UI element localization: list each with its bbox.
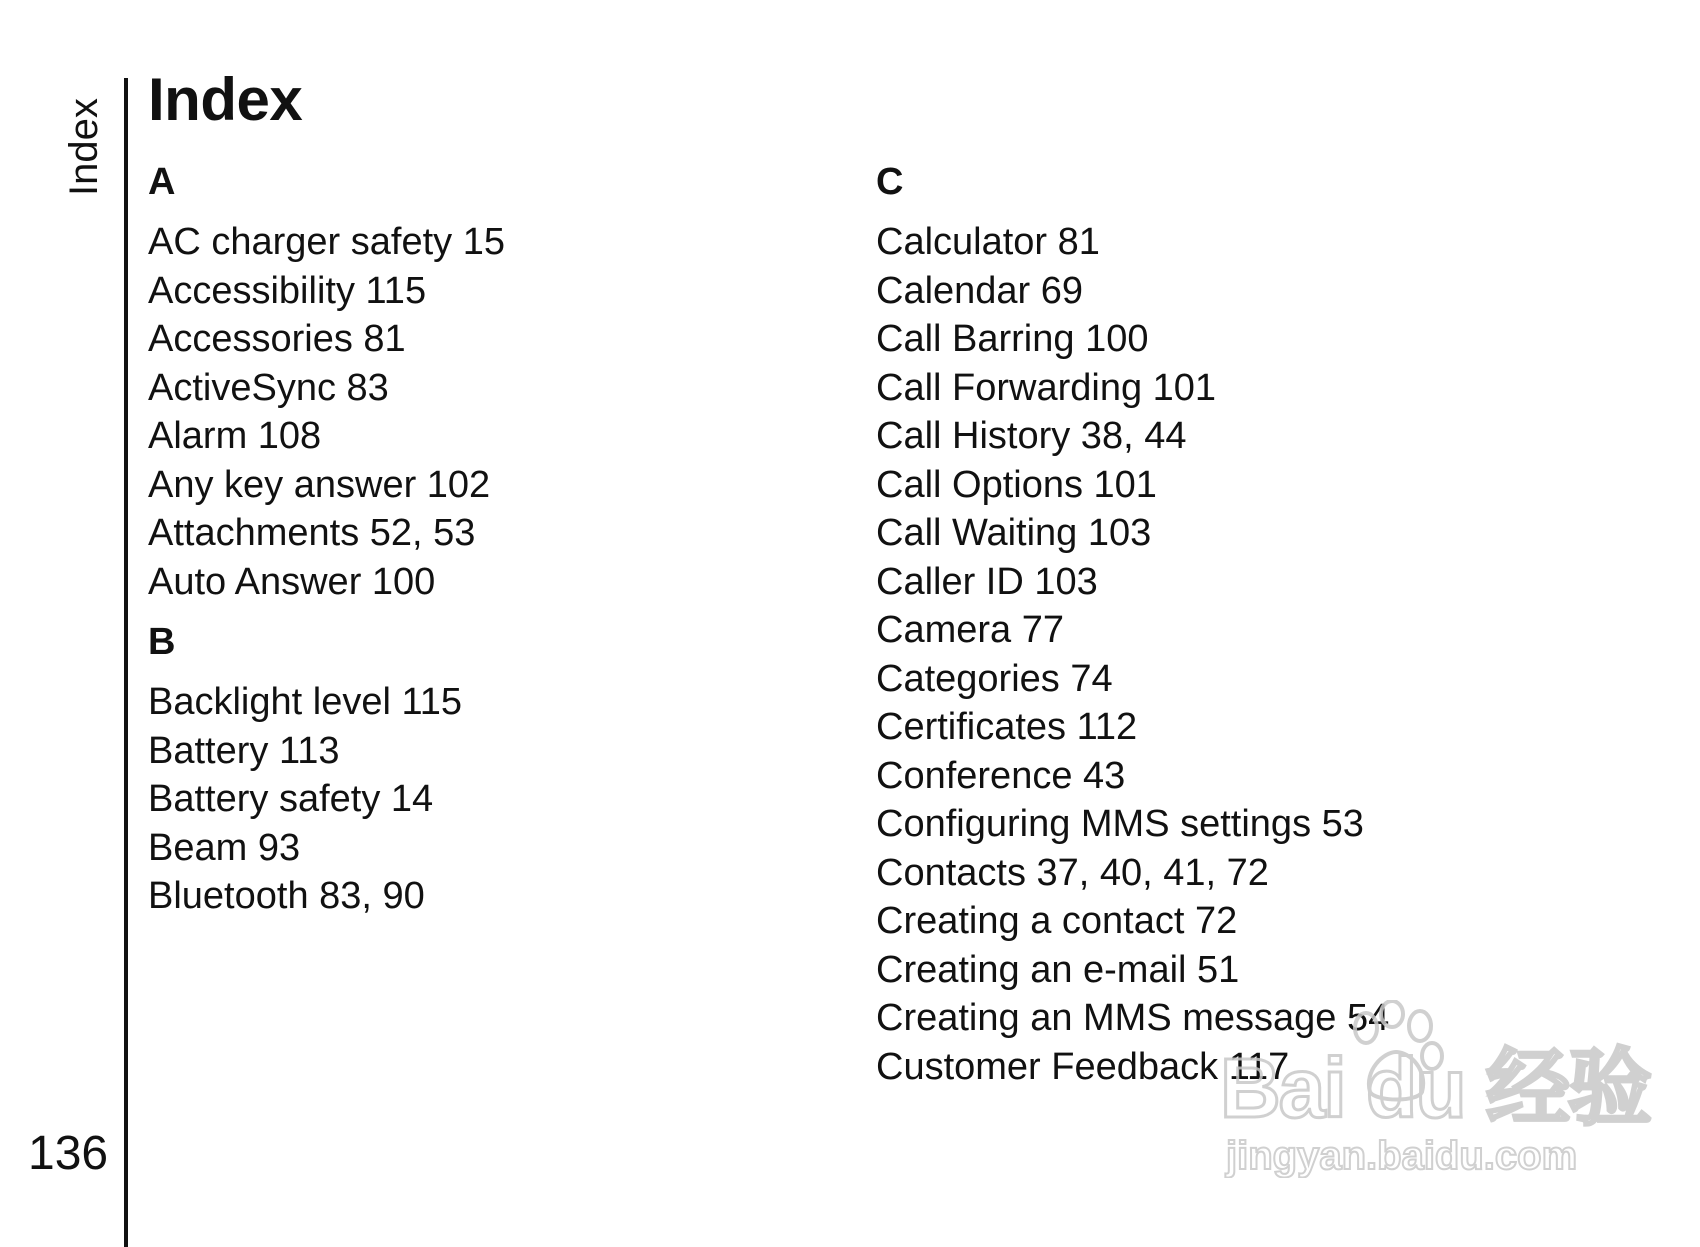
index-section-c: [876, 160, 1536, 1091]
index-entry: Creating a contact 72: [876, 900, 1238, 942]
index-entry: Accessibility 115: [148, 269, 427, 312]
index-entry: Backlight level 115: [148, 681, 463, 723]
side-tab-label: Index: [62, 98, 106, 196]
margin-rule: [124, 78, 128, 1247]
watermark-url: jingyan.baidu.com: [1226, 1134, 1578, 1178]
section-letter: C: [876, 161, 904, 203]
index-column-left: [148, 160, 808, 921]
index-column-right: [876, 160, 1536, 1091]
index-entry: Configuring MMS settings 53: [876, 803, 1364, 845]
index-entry: Conference 43: [876, 754, 1126, 797]
index-entry: Battery 113: [148, 729, 340, 772]
index-entry: Battery safety 14: [148, 778, 434, 820]
index-entry: Camera 77: [876, 609, 1064, 651]
index-entry: Call Options 101: [876, 463, 1157, 506]
index-entry: Contacts 37, 40, 41, 72: [876, 851, 1269, 894]
index-entry: Call Forwarding 101: [876, 366, 1217, 409]
watermark-brand: Bai du 经验: [1220, 1041, 1651, 1135]
index-entry: Calculator 81: [876, 221, 1100, 263]
index-section-a: [148, 160, 808, 606]
index-entry: Auto Answer 100: [148, 560, 436, 603]
index-entry: Customer Feedback 117: [876, 1045, 1290, 1088]
index-entry: Creating an MMS message 54: [876, 997, 1390, 1039]
index-entry: Beam 93: [148, 826, 301, 869]
index-section-b: [148, 620, 808, 921]
index-entry: Bluetooth 83, 90: [148, 875, 425, 917]
section-letter: A: [148, 161, 176, 203]
index-entry: Certificates 112: [876, 706, 1138, 748]
index-entry: Calendar 69: [876, 269, 1084, 312]
index-entry: Call History 38, 44: [876, 415, 1187, 457]
index-entry: Caller ID 103: [876, 560, 1098, 603]
index-entry: ActiveSync 83: [148, 366, 389, 409]
section-letter: B: [148, 621, 176, 663]
page-title: Index: [148, 66, 303, 133]
index-entry: Alarm 108: [148, 415, 322, 457]
index-entry: Call Waiting 103: [876, 512, 1152, 554]
index-entry: Any key answer 102: [148, 463, 491, 506]
index-entry: Categories 74: [876, 657, 1113, 700]
index-entry: Attachments 52, 53: [148, 512, 476, 554]
baidu-watermark: [1220, 1000, 1651, 1200]
page-number: 136: [28, 1127, 109, 1180]
index-entry: Creating an e-mail 51: [876, 948, 1240, 991]
side-tab: [62, 76, 106, 196]
index-entry: Call Barring 100: [876, 318, 1149, 360]
index-entry: Accessories 81: [148, 318, 406, 360]
index-entry: AC charger safety 15: [148, 221, 505, 263]
